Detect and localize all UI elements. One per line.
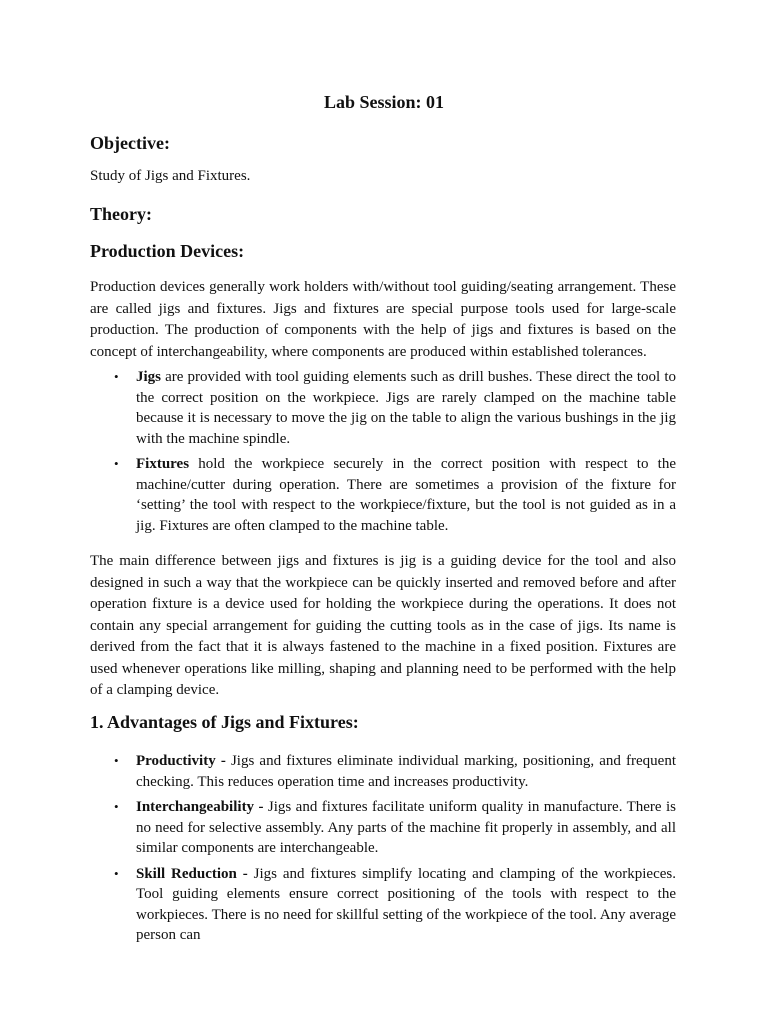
- list-item-fixtures: [90, 454, 676, 536]
- objective-heading: Objective:: [90, 133, 170, 153]
- advantages-list: [90, 751, 676, 951]
- theory-heading: Theory:: [90, 204, 152, 224]
- bullet-icon: •: [114, 799, 119, 814]
- production-devices-intro: Production devices generally work holders with/without tool guiding/seating arrangement. These are called jigs and fixtures. Jigs and fixtures are special purpose tools used for large-scale production. The production of components with the help of jigs and fixtures is based on the concept of interchangeability, where components are produced within established tolerances.: [90, 279, 676, 360]
- term-label: Productivity -: [136, 753, 226, 769]
- bullet-icon: •: [114, 369, 119, 384]
- list-item-jigs: [90, 367, 676, 449]
- difference-paragraph: The main difference between jigs and fixtures is jig is a guiding device for the tool and also designed in such a way that the workpiece can be quickly inserted and removed before and after operation fixture is a device used for holding the workpiece during the operations. It does not contain any special arrangement for guiding the cutting tools as in the case of jigs. Its name is derived from the fact that it is always fastened to the machine in a fixed position. Fixtures are used whenever operations like milling, shaping and planning need to be performed with the help of a clamping device.: [90, 553, 676, 698]
- term-label: Jigs: [136, 369, 162, 385]
- term-label: Interchangeability -: [136, 799, 264, 815]
- bullet-icon: •: [114, 865, 119, 881]
- item-text: Jigs and fixtures simplify locating and clamping of the workpieces. Tool guiding elements ensure correct positioning of the tools with respect to the workpieces. There is no need for skillful setting of the workpiece of the tool. Any average person can: [136, 865, 676, 943]
- item-text: are provided with tool guiding elements such as drill bushes. These direct the tool to the correct position on the workpiece. Jigs are rarely clamped on the machine table because it is necessary to move the jig on the table to align the various bushings in the jig with the machine spindle.: [136, 369, 676, 447]
- objective-text: Study of Jigs and Fixtures.: [90, 168, 251, 184]
- item-text: Jigs and fixtures eliminate individual marking, positioning, and frequent checking. This reduces operation time and increases productivity.: [136, 753, 676, 790]
- list-item-interchangeability: [90, 797, 676, 859]
- page-title: Lab Session: 01: [323, 92, 445, 112]
- bullet-icon: •: [114, 456, 119, 471]
- production-devices-list: [90, 367, 676, 541]
- item-text: Jigs and fixtures facilitate uniform quality in manufacture. There is no need for selective assembly. Any parts of the machine fit properly in assembly, and all similar components are interchangeable.: [136, 799, 676, 856]
- bullet-icon: •: [114, 753, 119, 768]
- term-label: Fixtures: [136, 456, 190, 472]
- term-label: Skill Reduction -: [136, 865, 248, 882]
- advantages-heading: 1. Advantages of Jigs and Fixtures:: [90, 712, 359, 732]
- production-devices-heading: Production Devices:: [90, 241, 245, 261]
- list-item-skill-reduction: [90, 864, 676, 946]
- item-text: hold the workpiece securely in the correct position with respect to the machine/cutter during operation. There are sometimes a provision of the fixture for ‘setting’ the tool with respect to the workpiece/fixture, but the tool is not guided as in a jig. Fixtures are often clamped to the machine table.: [136, 456, 676, 534]
- list-item-productivity: [90, 751, 676, 792]
